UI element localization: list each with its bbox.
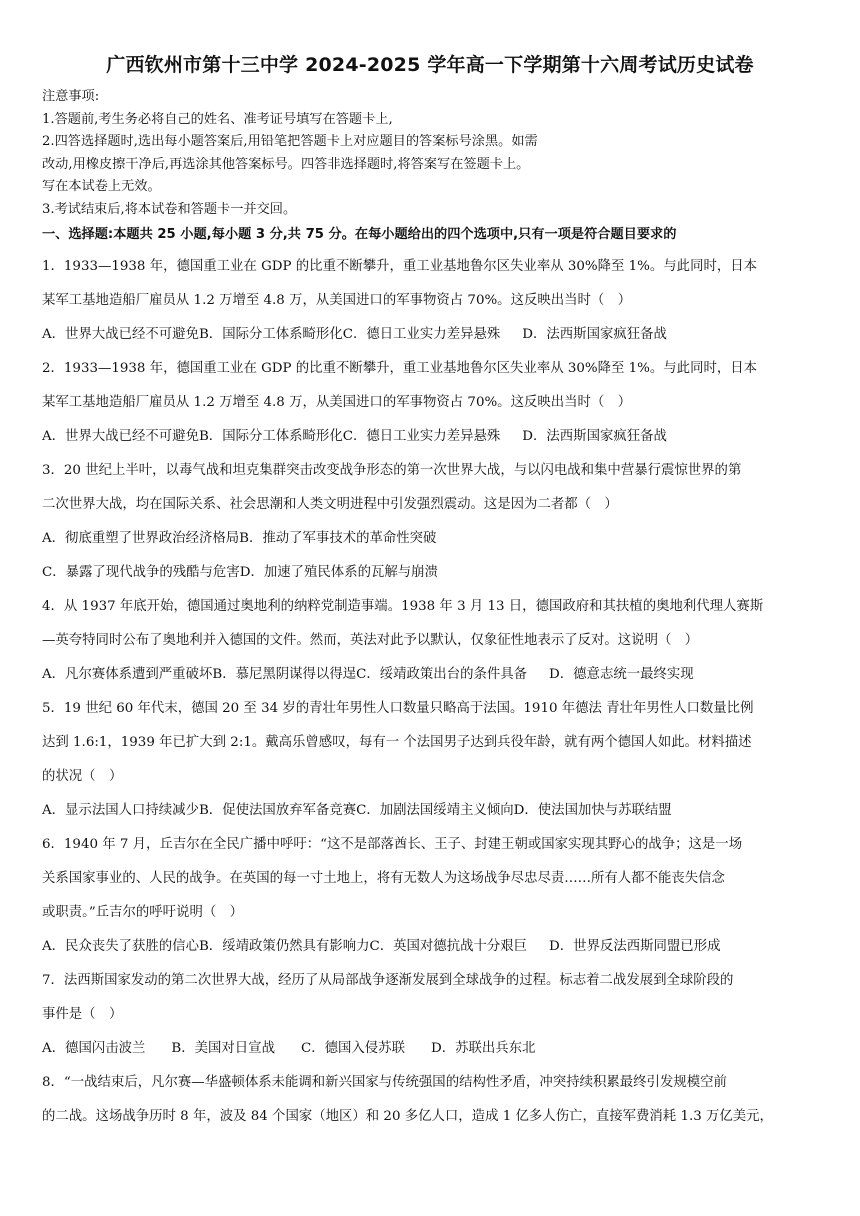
option-a: A．凡尔赛体系遭到严重破坏 xyxy=(42,667,213,682)
option-c: C．德日工业实力差异悬殊 xyxy=(342,327,501,342)
notice-block xyxy=(42,86,818,221)
question-1 xyxy=(42,250,818,352)
options-row xyxy=(42,556,818,590)
options-row xyxy=(42,522,818,556)
section-heading: 一、选择题:本题共 25 小题,每小题 3 分,共 75 分。在每小题给出的四个选项中,只有一项是符合题目要求的 xyxy=(42,227,677,242)
question-4 xyxy=(42,590,818,692)
option-d: D．使法国加快与苏联结盟 xyxy=(513,803,672,818)
question-stem: 某军工基地造船厂雇员从 1.2 万增至 4.8 万，从美国进口的军事物资占 70%。这反映出当时（ ） xyxy=(42,395,632,410)
question-stem: 7．法西斯国家发动的第二次世界大战，经历了从局部战争逐渐发展到全球战争的过程。标志着二战发展到全球阶段的 xyxy=(42,973,734,988)
option-d: D．德意志统一最终实现 xyxy=(549,667,694,682)
question-3 xyxy=(42,454,818,590)
question-stem: 二次世界大战，均在国际关系、社会思潮和人类文明进程中引发强烈震动。这是因为二者都（ ） xyxy=(42,497,618,512)
option-a: A．德国闪击波兰 xyxy=(42,1041,146,1056)
option-b: B．慕尼黑阴谋得以得逞 xyxy=(212,667,357,682)
question-stem: 某军工基地造船厂雇员从 1.2 万增至 4.8 万，从美国进口的军事物资占 70%。这反映出当时（ ） xyxy=(42,293,632,308)
option-a: A．世界大战已经不可避免 xyxy=(42,429,199,444)
options-row xyxy=(42,930,818,964)
question-stem: 2．1933—1938 年，德国重工业在 GDP 的比重不断攀升，重工业基地鲁尔区失业率从 30%降至 1%。与此同时，日本 xyxy=(42,361,758,376)
option-a: A．彻底重塑了世界政治经济格局 xyxy=(42,531,240,546)
question-stem: —英夸特同时公布了奥地利并入德国的文件。然而，英法对此予以默认，仅象征性地表示了反对。这说明（ ） xyxy=(42,633,699,648)
option-c: C．英国对德抗战十分艰巨 xyxy=(369,939,528,954)
option-c: C．加剧法国绥靖主义倾向 xyxy=(356,803,514,818)
question-stem: 的状况（ ） xyxy=(42,769,123,784)
options-row xyxy=(42,318,818,352)
question-2 xyxy=(42,352,818,454)
question-6 xyxy=(42,828,818,964)
option-a: A．显示法国人口持续减少 xyxy=(42,803,199,818)
question-stem: 达到 1.6:1，1939 年已扩大到 2:1。戴高乐曾感叹，每有一 个法国男子达到兵役年龄，就有两个德国人如此。材料描述 xyxy=(42,735,752,750)
question-stem: 或职责。”丘吉尔的呼吁说明（ ） xyxy=(42,905,244,920)
question-stem: 的二战。这场战争历时 8 年，波及 84 个国家（地区）和 20 多亿人口，造成 1 亿多人伤亡，直接军费消耗 1.3 万亿美元， xyxy=(42,1109,773,1124)
options-row xyxy=(42,794,818,828)
option-b: B．推动了军事技术的革命性突破 xyxy=(239,531,437,546)
option-b: B．绥靖政策仍然具有影响力 xyxy=(198,939,370,954)
option-c: C．德日工业实力差异悬殊 xyxy=(342,429,501,444)
option-c: C．绥靖政策出台的条件具备 xyxy=(356,667,528,682)
option-d: D．法西斯国家疯狂备战 xyxy=(522,429,667,444)
notice-line: 写在本试卷上无效。 xyxy=(42,179,161,194)
question-stem: 5．19 世纪 60 年代末，德国 20 至 34 岁的青壮年男性人口数量只略高于法国。1910 年德法 青壮年男性人口数量比例 xyxy=(42,701,754,716)
option-c: C．德国入侵苏联 xyxy=(300,1041,405,1056)
question-5 xyxy=(42,692,818,828)
option-a: A．世界大战已经不可避免 xyxy=(42,327,199,342)
question-stem: 6．1940 年 7 月，丘吉尔在全民广播中呼吁：“这不是部落酋长、王子、封建王朝或国家实现其野心的战争；这是一场 xyxy=(42,837,743,852)
option-d: D．苏联出兵东北 xyxy=(430,1041,536,1056)
options-row xyxy=(42,658,818,692)
notice-line: 2.四答选择题时,选出每小题答案后,用铅笔把答题卡上对应题目的答案标号涂黑。如需 xyxy=(42,134,538,149)
option-d: D．法西斯国家疯狂备战 xyxy=(522,327,667,342)
option-a: A．民众丧失了获胜的信心 xyxy=(42,939,199,954)
question-stem: 8．“一战结束后，凡尔赛—华盛顿体系未能调和新兴国家与传统强国的结构性矛盾，冲突持续积累最终引发规模空前 xyxy=(42,1075,727,1090)
question-7 xyxy=(42,964,818,1066)
option-b: B．国际分工体系畸形化 xyxy=(198,327,343,342)
options-row xyxy=(42,420,818,454)
options-row xyxy=(42,1032,818,1066)
exam-title: 广西钦州市第十三中学 2024-2025 学年高一下学期第十六周考试历史试卷 xyxy=(106,54,754,76)
option-b: B．国际分工体系畸形化 xyxy=(198,429,343,444)
question-stem: 3．20 世纪上半叶，以毒气战和坦克集群突击改变战争形态的第一次世界大战，与以闪电战和集中营暴行震惊世界的第 xyxy=(42,463,742,478)
question-stem: 4．从 1937 年底开始，德国通过奥地利的纳粹党制造事端。1938 年 3 月 13 日，德国政府和其扶植的奥地利代理人赛斯 xyxy=(42,599,764,614)
option-d: D．世界反法西斯同盟已形成 xyxy=(549,939,721,954)
notice-line: 改动,用橡皮擦干净后,再选涂其他答案标号。四答非选择题时,将答案写在签题卡上。 xyxy=(42,156,530,172)
notice-line: 1.答题前,考生务必将自己的姓名、准考证号填写在答题卡上, xyxy=(42,111,393,127)
option-c: C．暴露了现代战争的残酷与危害 xyxy=(42,565,240,580)
notice-heading: 注意事项: xyxy=(42,89,100,104)
question-stem: 1．1933—1938 年，德国重工业在 GDP 的比重不断攀升，重工业基地鲁尔区失业率从 30%降至 1%。与此同时，日本 xyxy=(42,259,758,274)
option-d: D．加速了殖民体系的瓦解与崩溃 xyxy=(239,565,438,580)
question-stem: 关系国家事业的、人民的战争。在英国的每一寸土地上，将有无数人为这场战争尽忠尽责……所有人都不能丧失信念 xyxy=(42,871,725,886)
question-8 xyxy=(42,1066,818,1134)
notice-line: 3.考试结束后,将本试卷和答题卡一并交回。 xyxy=(42,201,297,217)
question-stem: 事件是（ ） xyxy=(42,1007,123,1022)
option-b: B．促使法国放弃军备竞赛 xyxy=(198,803,357,818)
option-b: B．美国对日宣战 xyxy=(171,1041,275,1056)
